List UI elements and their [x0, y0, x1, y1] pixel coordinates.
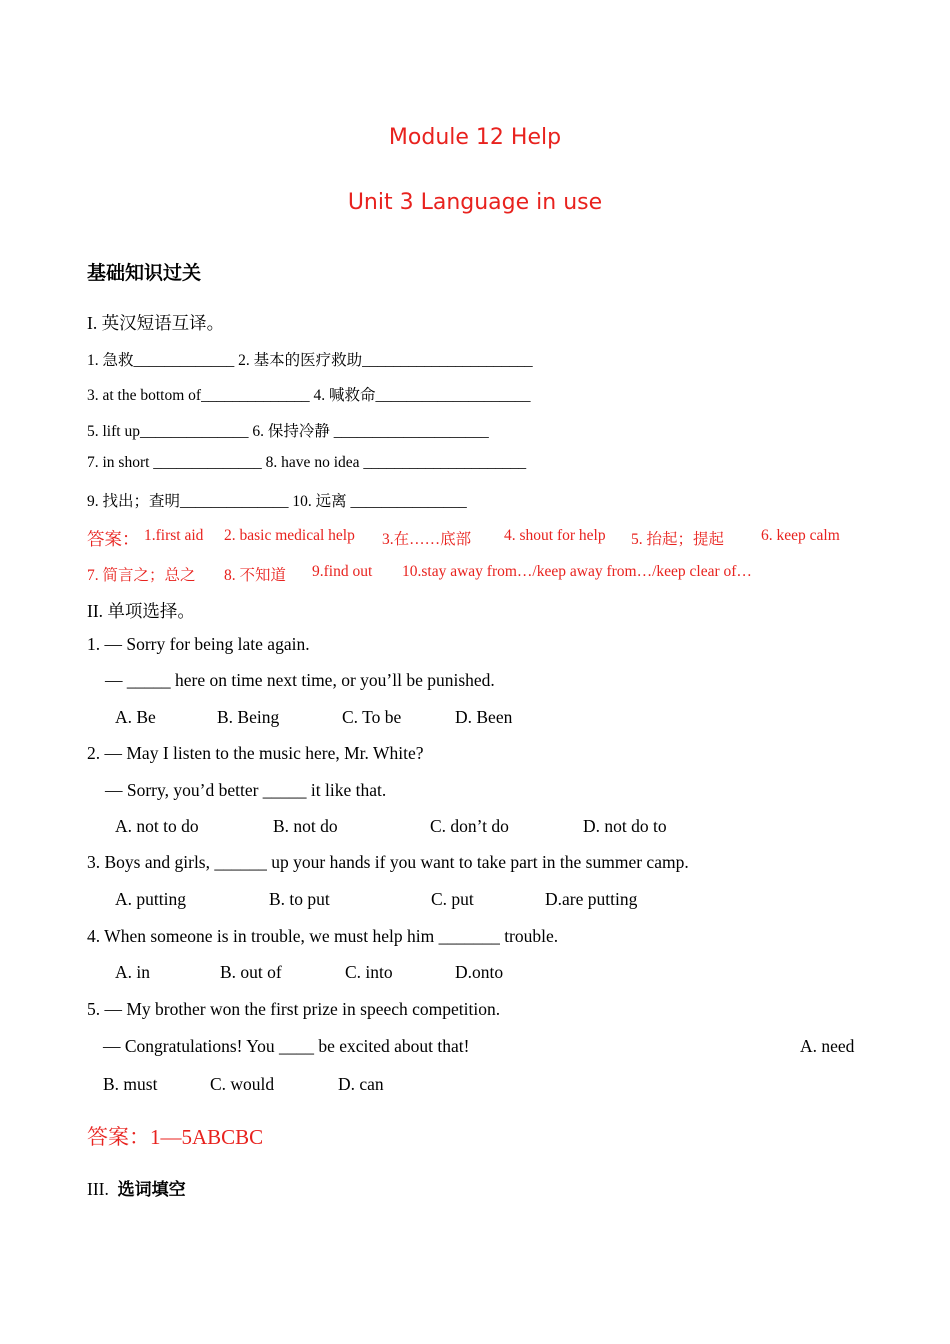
- option: D.are putting: [545, 889, 638, 909]
- part1-answer: 7. 简言之；总之: [87, 567, 196, 584]
- part1-answer: 1.first aid: [144, 527, 204, 544]
- page-subtitle: Unit 3 Language in use: [347, 190, 603, 215]
- part1-answer: 5. 抬起；提起: [631, 531, 725, 548]
- part1-row: 1. 急救_____________ 2. 基本的医疗救助______________________: [87, 352, 533, 369]
- option: B. Being: [217, 707, 280, 727]
- question-stem: 1. — Sorry for being late again.: [87, 634, 310, 654]
- question-stem: 2. — May I listen to the music here, Mr. White?: [87, 743, 424, 763]
- part1-row: 7. in short ______________ 8. have no idea _____________________: [87, 454, 527, 471]
- option: C. don’t do: [430, 816, 509, 836]
- question-stem: — _____ here on time next time, or you’ll be punished.: [105, 670, 495, 690]
- section-heading: 基础知识过关: [87, 262, 202, 284]
- question-stem: 4. When someone is in trouble, we must help him _______ trouble.: [87, 926, 559, 946]
- question-stem: — Congratulations! You ____ be excited about that!: [103, 1036, 470, 1056]
- part3-title: 选词填空: [117, 1180, 186, 1200]
- part1-row: 3. at the bottom of______________ 4. 喊救命____________________: [87, 387, 531, 404]
- question-stem: 3. Boys and girls, ______ up your hands if you want to take part in the summer camp.: [87, 852, 689, 872]
- part1-answer: 10.stay away from…/keep away from…/keep clear of…: [402, 563, 752, 580]
- option: C. would: [210, 1074, 275, 1094]
- part1-answer-label: 答案：: [87, 529, 140, 549]
- option: A. not to do: [115, 816, 199, 836]
- part1-row: 5. lift up______________ 6. 保持冷静 ____________________: [87, 423, 489, 440]
- part1-answer: 6. keep calm: [761, 527, 840, 544]
- option: B. to put: [269, 889, 330, 909]
- option: A. need: [800, 1036, 855, 1056]
- page-title: Module 12 Help: [388, 125, 562, 150]
- part1-answer: 3.在……底部: [382, 531, 472, 548]
- option: C. into: [345, 962, 393, 982]
- option: A. in: [115, 962, 150, 982]
- part3-heading: [87, 1175, 186, 1200]
- part1-answer: 2. basic medical help: [224, 527, 355, 544]
- part3-number: III.: [87, 1179, 109, 1199]
- question-stem: 5. — My brother won the first prize in speech competition.: [87, 999, 501, 1019]
- option: C. put: [431, 889, 474, 909]
- question-stem: — Sorry, you’d better _____ it like that.: [105, 780, 387, 800]
- option: A. putting: [115, 889, 186, 909]
- part1-heading: I. 英汉短语互译。: [87, 313, 225, 333]
- option: D. Been: [455, 707, 513, 727]
- part1-answer: 9.find out: [312, 563, 373, 580]
- option: B. not do: [273, 816, 338, 836]
- part1-answer: 4. shout for help: [504, 527, 606, 544]
- option: B. must: [103, 1074, 158, 1094]
- part1-row: 9. 找出；查明______________ 10. 远离 _______________: [87, 493, 467, 510]
- part1-answer: 8. 不知道: [224, 567, 287, 584]
- part2-heading: II. 单项选择。: [87, 601, 195, 621]
- part2-answer: 答案：1—5ABCBC: [87, 1125, 264, 1149]
- option: B. out of: [220, 962, 282, 982]
- option: D. not do to: [583, 816, 667, 836]
- option: D.onto: [455, 962, 504, 982]
- option: C. To be: [342, 707, 402, 727]
- option: A. Be: [115, 707, 156, 727]
- option: D. can: [338, 1074, 384, 1094]
